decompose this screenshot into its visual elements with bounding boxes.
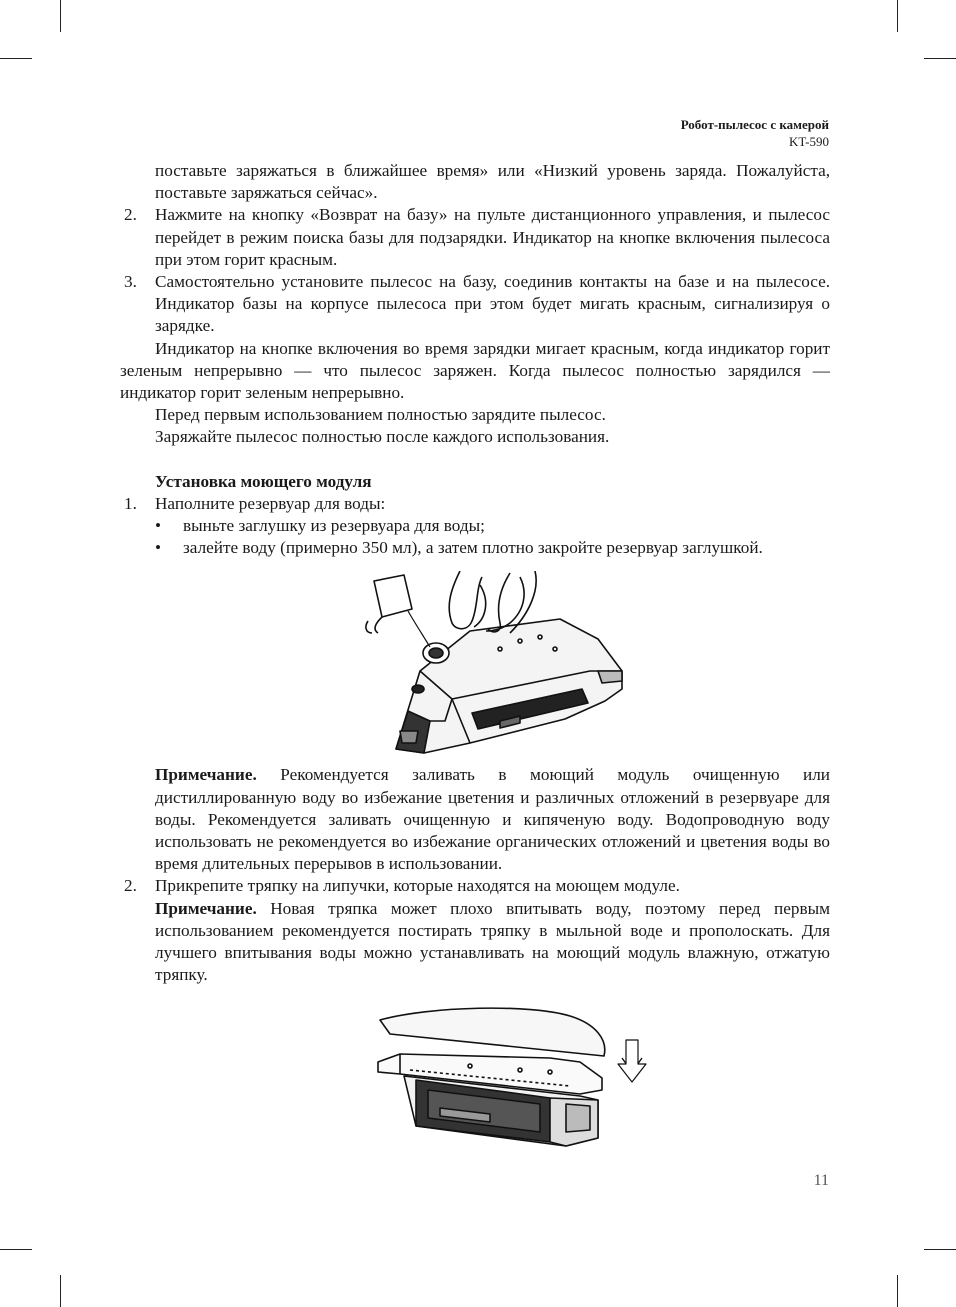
list-item: [120, 204, 830, 271]
note-text: Новая тряпка может плохо впитывать воду, поэтому перед первым использованием рекомендуется постирать тряпку в мыльной воде и прополоскать. Для лучшего впитывания воды можно устанавливать на моющий модуль влажную, отжатую тряпку.: [155, 898, 830, 985]
note-text: Рекомендуется заливать в моющий модуль очищенную или дистиллированную воду во избежание цветения и различных отложений в резервуаре для воды. Рекомендуется заливать очищенную и кипяченую воду. Водопроводную воду использовать не рекомендуется во избежание органических отложений и цветения воды во время длительных перерывов в использовании.: [155, 765, 830, 874]
section-heading: Установка моющего модуля: [155, 471, 372, 491]
header-title: Робот-пылесос с камерой: [680, 117, 829, 132]
page-body: [120, 160, 830, 1150]
bullet-item: [120, 515, 830, 537]
bullet-mark: •: [155, 516, 162, 536]
list-item: [120, 493, 830, 515]
list-number: 3.: [124, 272, 137, 292]
crop-mark: [60, 0, 61, 32]
list-number: 2.: [124, 205, 137, 225]
bullet-item: [120, 537, 830, 559]
crop-mark: [60, 1275, 61, 1307]
list-item: [120, 271, 830, 338]
page-number: 11: [813, 1172, 829, 1189]
note-label: Примечание.: [155, 765, 257, 785]
charge-each-text: Заряжайте пылесос полностью после каждого использования.: [155, 427, 610, 447]
crop-mark: [0, 1249, 32, 1250]
note-label: Примечание.: [155, 898, 257, 918]
list-text: Нажмите на кнопку «Возврат на базу» на пульте дистанционного управления, и пылесос перейдет в режим поиска базы для подзарядки. Индикатор на кнопке включения пылесоса при этом горит красным.: [155, 205, 830, 269]
crop-mark: [897, 1275, 898, 1307]
charge-first-text: Перед первым использованием полностью зарядите пылесос.: [155, 405, 606, 425]
list-number: 1.: [124, 493, 137, 513]
list-item: [120, 875, 830, 897]
list-text: Самостоятельно установите пылесос на базу, соединив контакты на базе и на пылесосе. Индикатор базы на корпусе пылесоса при этом будет мигать красным, сигнализируя о зарядке.: [155, 272, 830, 336]
note-paragraph: [120, 764, 830, 875]
note-paragraph: [120, 898, 830, 987]
mop-cloth-attach-illustration: [370, 1000, 660, 1150]
crop-mark: [897, 0, 898, 32]
crop-mark: [0, 58, 32, 59]
list-text: Прикрепите тряпку на липучки, которые находятся на моющем модуле.: [155, 876, 680, 896]
crop-mark: [924, 58, 956, 59]
list-text: Наполните резервуар для воды:: [155, 493, 386, 513]
charging-paragraph: [120, 338, 830, 405]
bullet-text: залейте воду (примерно 350 мл), а затем плотно закройте резервуар заглушкой.: [183, 538, 763, 558]
charging-text: Индикатор на кнопке включения во время зарядки мигает красным, когда индикатор горит зеленым непрерывно — что пылесос заряжен. Когда пылесос полностью зарядился — индикатор горит зеленым непрерывно.: [120, 338, 830, 403]
list-number: 2.: [124, 876, 137, 896]
water-tank-fill-illustration: [360, 571, 640, 756]
continuation-text: поставьте заряжаться в ближайшее время» или «Низкий уровень заряда. Пожалуйста, поставьте заряжаться сейчас».: [155, 161, 830, 203]
bullet-mark: •: [155, 538, 162, 558]
crop-mark: [924, 1249, 956, 1250]
running-header: [681, 116, 829, 150]
bullet-text: выньте заглушку из резервуара для воды;: [183, 516, 485, 536]
header-model: KT-590: [789, 134, 829, 149]
